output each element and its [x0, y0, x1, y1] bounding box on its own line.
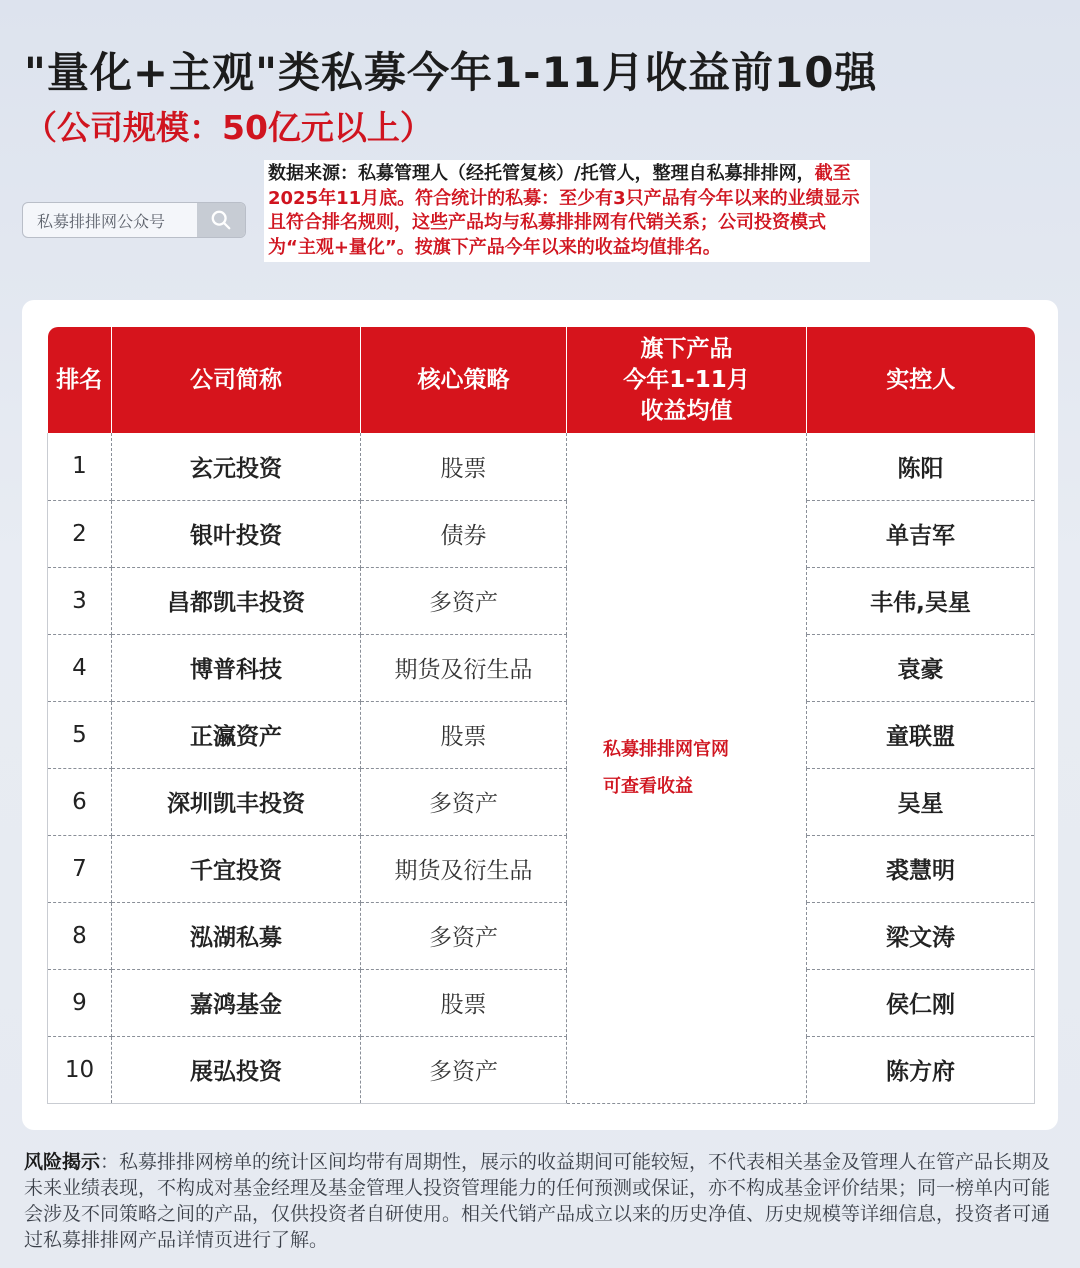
- rank-cell: 1: [48, 433, 112, 500]
- strategy-cell: 多资产: [361, 1036, 567, 1103]
- header-rank: 排名: [48, 327, 112, 433]
- data-source-part2: 截至2025年11月底。符合统计的私募：至少有3只产品有今年以来的业绩显示且符合排名规则，这些产品均与私募排排网有代销关系；公司投资模式为“主观+量化”。按旗下产品今年以来的收益均值排名。: [268, 163, 860, 258]
- rank-cell: 10: [48, 1036, 112, 1103]
- rank-cell: 2: [48, 500, 112, 567]
- header-controller: 实控人: [807, 327, 1035, 433]
- controller-cell: 陈阳: [807, 433, 1035, 500]
- controller-cell: 陈方府: [807, 1036, 1035, 1103]
- controller-cell: 袁豪: [807, 634, 1035, 701]
- header-strategy: 核心策略: [361, 327, 567, 433]
- controller-cell: 吴星: [807, 768, 1035, 835]
- ranking-card: [22, 300, 1058, 1130]
- header-company: 公司简称: [112, 327, 361, 433]
- header-return-line2: 今年1-11月: [623, 366, 750, 393]
- controller-cell: 侯仁刚: [807, 969, 1035, 1036]
- table-header-row: [48, 327, 1035, 433]
- controller-cell: 裘慧明: [807, 835, 1035, 902]
- strategy-cell: 多资产: [361, 567, 567, 634]
- company-cell: 正瀛资产: [112, 701, 361, 768]
- company-cell: 银叶投资: [112, 500, 361, 567]
- header-return-line3: 收益均值: [640, 397, 733, 424]
- company-cell: 玄元投资: [112, 433, 361, 500]
- table-row: [48, 835, 1035, 902]
- company-cell: 深圳凯丰投资: [112, 768, 361, 835]
- table-row: [48, 1036, 1035, 1103]
- header-return-line1: 旗下产品: [640, 335, 733, 362]
- strategy-cell: 债券: [361, 500, 567, 567]
- company-cell: 嘉鸿基金: [112, 969, 361, 1036]
- table-row: [48, 567, 1035, 634]
- company-cell: 昌都凯丰投资: [112, 567, 361, 634]
- ranking-table: [47, 327, 1035, 1104]
- search-box[interactable]: [22, 202, 246, 238]
- page-title: "量化+主观"类私募今年1-11月收益前10强: [24, 48, 878, 97]
- search-button[interactable]: [197, 203, 245, 237]
- controller-cell: 单吉军: [807, 500, 1035, 567]
- table-row: [48, 500, 1035, 567]
- company-cell: 千宜投资: [112, 835, 361, 902]
- table-row: [48, 433, 1035, 500]
- rank-cell: 4: [48, 634, 112, 701]
- table-row: [48, 768, 1035, 835]
- rank-cell: 9: [48, 969, 112, 1036]
- table-row: [48, 969, 1035, 1036]
- risk-text: ：私募排排网榜单的统计区间均带有周期性，展示的收益期间可能较短，不代表相关基金及管理人在管产品长期及未来业绩表现，不构成对基金经理及基金管理人投资管理能力的任何预测或保证，亦不构成基金评价结果；同一榜单内可能会涉及不同策略之间的产品，仅供投资者自研使用。相关代销产品成立以来的历史净值、历史规模等详细信息，投资者可通过私募排排网产品详情页进行了解。: [24, 1151, 1051, 1251]
- table-row: [48, 701, 1035, 768]
- strategy-cell: 股票: [361, 701, 567, 768]
- search-icon: [210, 209, 232, 231]
- return-note-line1[interactable]: 私募排排网官网: [603, 738, 729, 760]
- table-row: [48, 634, 1035, 701]
- risk-disclosure: [24, 1149, 1058, 1253]
- rank-cell: 8: [48, 902, 112, 969]
- return-merged-cell: [567, 433, 807, 1103]
- rank-cell: 3: [48, 567, 112, 634]
- controller-cell: 童联盟: [807, 701, 1035, 768]
- table-row: [48, 902, 1035, 969]
- controller-cell: 梁文涛: [807, 902, 1035, 969]
- strategy-cell: 股票: [361, 969, 567, 1036]
- strategy-cell: 多资产: [361, 768, 567, 835]
- data-source-part1: 数据来源：私募管理人（经托管复核）/托管人，整理自私募排排网，: [268, 163, 815, 184]
- company-cell: 泓湖私募: [112, 902, 361, 969]
- controller-cell: 丰伟,吴星: [807, 567, 1035, 634]
- search-input[interactable]: 私募排排网公众号: [37, 211, 166, 231]
- page-subtitle: （公司规模：50亿元以上）: [24, 108, 433, 147]
- strategy-cell: 多资产: [361, 902, 567, 969]
- rank-cell: 6: [48, 768, 112, 835]
- rank-cell: 7: [48, 835, 112, 902]
- strategy-cell: 期货及衍生品: [361, 634, 567, 701]
- strategy-cell: 股票: [361, 433, 567, 500]
- rank-cell: 5: [48, 701, 112, 768]
- strategy-cell: 期货及衍生品: [361, 835, 567, 902]
- risk-label: 风险揭示: [24, 1151, 101, 1173]
- company-cell: 博普科技: [112, 634, 361, 701]
- company-cell: 展弘投资: [112, 1036, 361, 1103]
- header-return: [567, 327, 807, 433]
- data-source-note: [264, 160, 870, 262]
- return-note-line2[interactable]: 可查看收益: [603, 775, 693, 797]
